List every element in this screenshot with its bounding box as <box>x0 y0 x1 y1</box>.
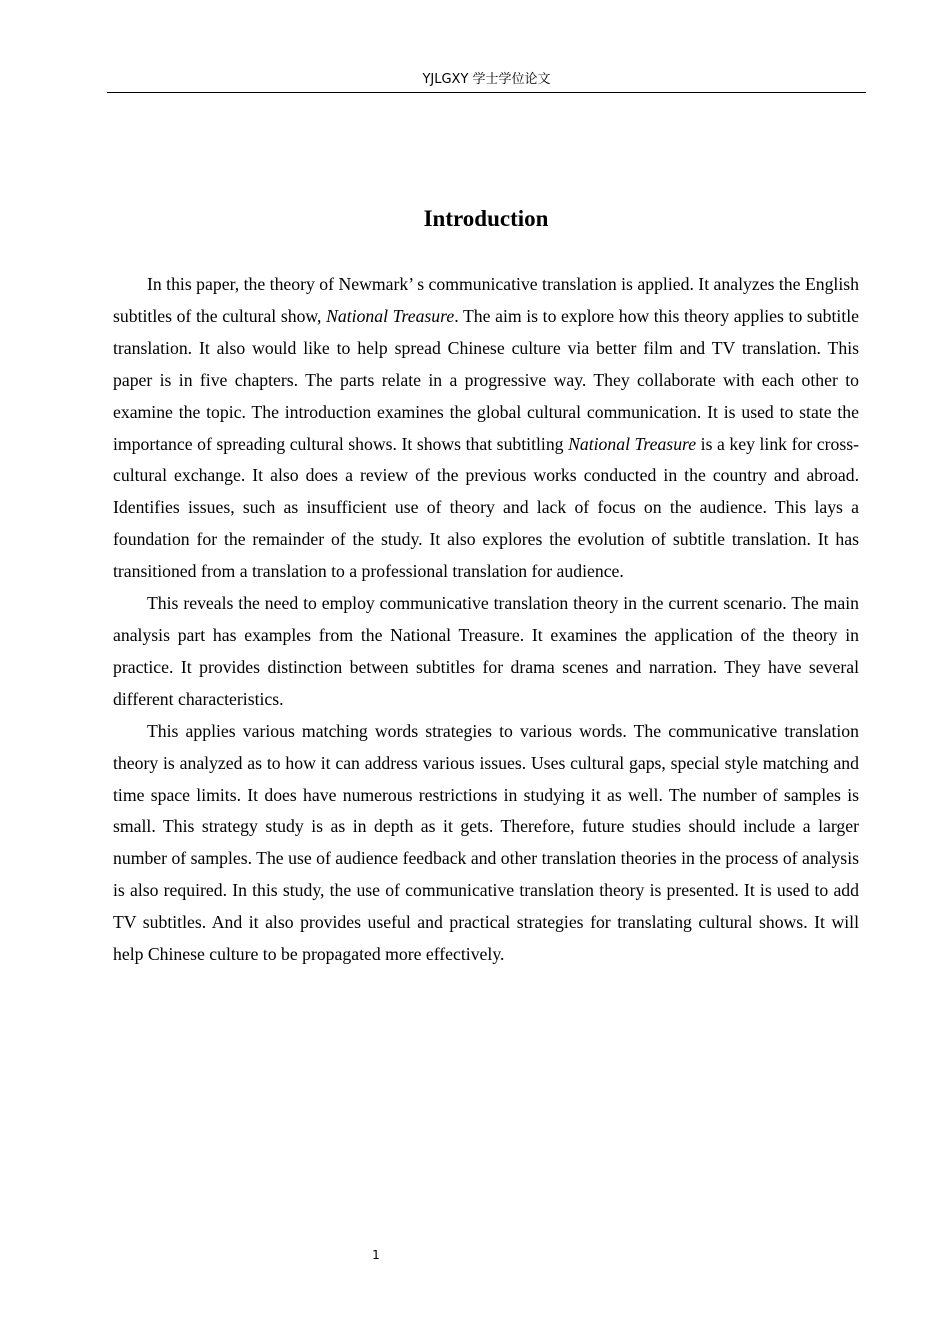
show-title-italic: National Treasure <box>326 305 455 326</box>
paragraph-1-part-a: In this paper, the theory of Newmark’ s communicative translation is applied. It analyzes the English subtitles of the cultural show, <box>113 274 859 326</box>
page-number: 1 <box>372 1248 380 1262</box>
paragraph-3: This applies various matching words strategies to various words. The communicative translation theory is analyzed as to how it can address various issues. Uses cultural gaps, special style matching and time space limits. It does have numerous restrictions in studying it as well. The number of samples is small. This strategy study is as in depth as it gets. Therefore, future studies should include a larger number of samples. The use of audience feedback and other translation theories in the process of analysis is also required. In this study, the use of communicative translation theory is presented. It is used to add TV subtitles. And it also provides useful and practical strategies for translating cultural shows. It will help Chinese culture to be propagated more effectively. <box>113 720 859 965</box>
section-title: Introduction <box>423 206 549 231</box>
paragraph-1-part-c: is a key link for cross-cultural exchange. It also does a review of the previous works conducted in the country and abroad. Identifies issues, such as insufficient use of theory and lack of focus on the audience. This lays a foundation for the remainder of the study. It also explores the evolution of subtitle translation. It has transitioned from a translation to a professional translation for audience. <box>113 433 859 582</box>
paragraph-1-part-b: . The aim is to explore how this theory applies to subtitle translation. It also would like to help spread Chinese culture via better film and TV translation. This paper is in five chapters. The parts relate in a progressive way. They collaborate with each other to examine the topic. The introduction examines the global cultural communication. It is used to state the importance of spreading cultural shows. It shows that subtitling <box>113 305 860 454</box>
paragraph-1 <box>113 269 859 588</box>
body-text <box>113 269 859 971</box>
show-title-italic: National Treasure <box>568 433 697 454</box>
header-text: YJLGXY 学士学位论文 <box>422 72 551 87</box>
paragraph-2: This reveals the need to employ communicative translation theory in the current scenario. The main analysis part has examples from the National Treasure. It examines the application of the theory in practice. It provides distinction between subtitles for drama scenes and narration. They have several different characteristics. <box>113 593 859 709</box>
page-header <box>107 70 866 93</box>
